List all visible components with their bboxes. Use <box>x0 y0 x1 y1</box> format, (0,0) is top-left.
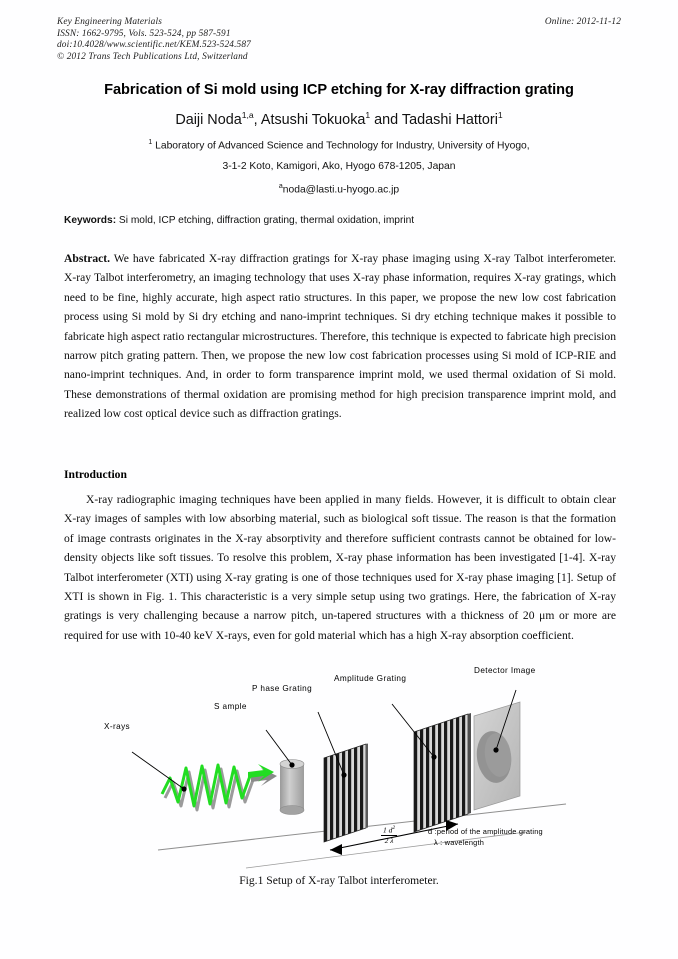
corresponding-email <box>0 183 678 195</box>
affiliation-address: 3-1-2 Koto, Kamigori, Ako, Hyogo 678-1205, Japan <box>222 161 456 172</box>
phase-grating-panel <box>324 744 368 843</box>
journal-issn: ISSN: 1662-9795, Vols. 523-524, pp 587-591 <box>57 28 231 39</box>
abstract-block <box>64 249 616 424</box>
author-3-name: Tadashi Hattori <box>401 111 498 128</box>
keywords-value: Si mold, ICP etching, diffraction grating, thermal oxidation, imprint <box>116 215 415 226</box>
formula-numerator-text: 1 d <box>383 825 393 835</box>
figure-label-detector-image: Detector Image <box>474 666 536 675</box>
figure-label-xrays: X-rays <box>104 722 131 731</box>
author-2-superscript: 1 <box>365 110 371 120</box>
amplitude-grating-panel <box>414 713 471 832</box>
introduction-paragraph: X-ray radiographic imaging techniques have been applied in many fields. However, it is difficult to obtain clear X-ray images of samples with low absorbing material, such as biological soft tissue. The reason is that the formation of image contrasts originates in the X-ray absorptivity and therefore sufficient contrasts cannot be obtained for low-density objects like soft tissues. To resolve this problem, X-ray phase information has been investigated [1-4]. X-ray Talbot interferometer (XTI) using X-ray grating is one of those techniques used for X-ray phase imaging [1]. Setup of XTI is shown in Fig. 1. This characteristic is a very simple setup using two gratings. Here, the fabrication of X-ray gratings is very challenging because a narrow pitch, un-tapered structures with a thickness of 20 μm or more are required for use with 10-40 keV X-rays, even for gold material which has a high X-ray absorption coefficient. <box>64 493 616 642</box>
journal-header <box>57 17 251 63</box>
figure-label-amplitude-grating: Amplitude Grating <box>334 674 407 683</box>
keywords-label: Keywords: <box>64 215 117 226</box>
formula-numerator-exponent: 2 <box>392 825 396 831</box>
abstract-text: We have fabricated X-ray diffraction gratings for X-ray phase imaging using X-ray Talbot interferometer. X-ray Talbot interferometry, an imaging technology that uses X-ray phase information, requires X-ray gratings, which need to be fine, highly accurate, high aspect ratio structures. In this paper, we propose the new low cost fabrication process using Si mold by Si dry etching and nano-imprint techniques. Si dry etching technique makes it possible to fabricate high aspect ratio rectangular microstructures. Therefore, this technique is expected to fabricate high precision narrow pitch grating pattern. Then, we propose the new low cost fabrication processes using Si mold of ICP-RIE and nano-imprint techniques. And, in order to form transparence imprint mold, we used thermal oxidation of Si mold. These demonstrations of thermal oxidation are promising method for high precision transparence imprint mold, and realized low cost optical device such as diffraction gratings. <box>64 252 616 421</box>
detector-plate <box>474 702 520 810</box>
paper-title: Fabrication of Si mold using ICP etching for X-ray diffraction grating <box>104 82 574 98</box>
formula-legend-d: d :period of the amplitude grating <box>428 827 543 836</box>
figure-caption: Fig.1 Setup of X-ray Talbot interferometer. <box>239 874 439 887</box>
formula-numerator <box>381 824 397 836</box>
journal-doi: doi:10.4028/www.scientific.net/KEM.523-524.587 <box>57 40 251 51</box>
affiliation-text: Laboratory of Advanced Science and Technology for Industry, University of Hyogo, <box>152 140 530 152</box>
author-separator-2: and <box>370 111 402 128</box>
online-date: Online: 2012-11-12 <box>544 17 621 27</box>
author-3-superscript: 1 <box>497 110 503 120</box>
journal-name: Key Engineering Materials <box>57 17 162 27</box>
section-heading-introduction: Introduction <box>64 468 127 481</box>
keywords-line <box>64 215 616 226</box>
author-list <box>0 110 678 128</box>
talbot-interferometer-diagram <box>96 672 586 872</box>
figure-1 <box>96 666 586 872</box>
author-1-superscript: 1,a <box>241 110 254 120</box>
formula-legend-lambda: λ : wavelength <box>434 838 485 847</box>
author-1-name: Daiji Noda <box>175 111 242 128</box>
sample-cylinder <box>280 760 304 815</box>
author-separator-1: , <box>253 111 261 128</box>
abstract-label: Abstract. <box>64 252 111 265</box>
affiliation-line <box>0 139 678 151</box>
figure-label-phase-grating: P hase Grating <box>252 684 313 693</box>
formula-denominator: 2 λ <box>384 835 394 845</box>
figure-label-sample: S ample <box>214 702 247 711</box>
email-text: noda@lasti.u-hyogo.ac.jp <box>282 184 400 196</box>
author-2-name: Atsushi Tokuoka <box>260 111 366 128</box>
email-superscript: a <box>278 183 283 190</box>
talbot-distance-formula <box>381 824 397 845</box>
affiliation-superscript: 1 <box>148 139 153 146</box>
journal-copyright: © 2012 Trans Tech Publications Ltd, Switzerland <box>57 51 248 62</box>
